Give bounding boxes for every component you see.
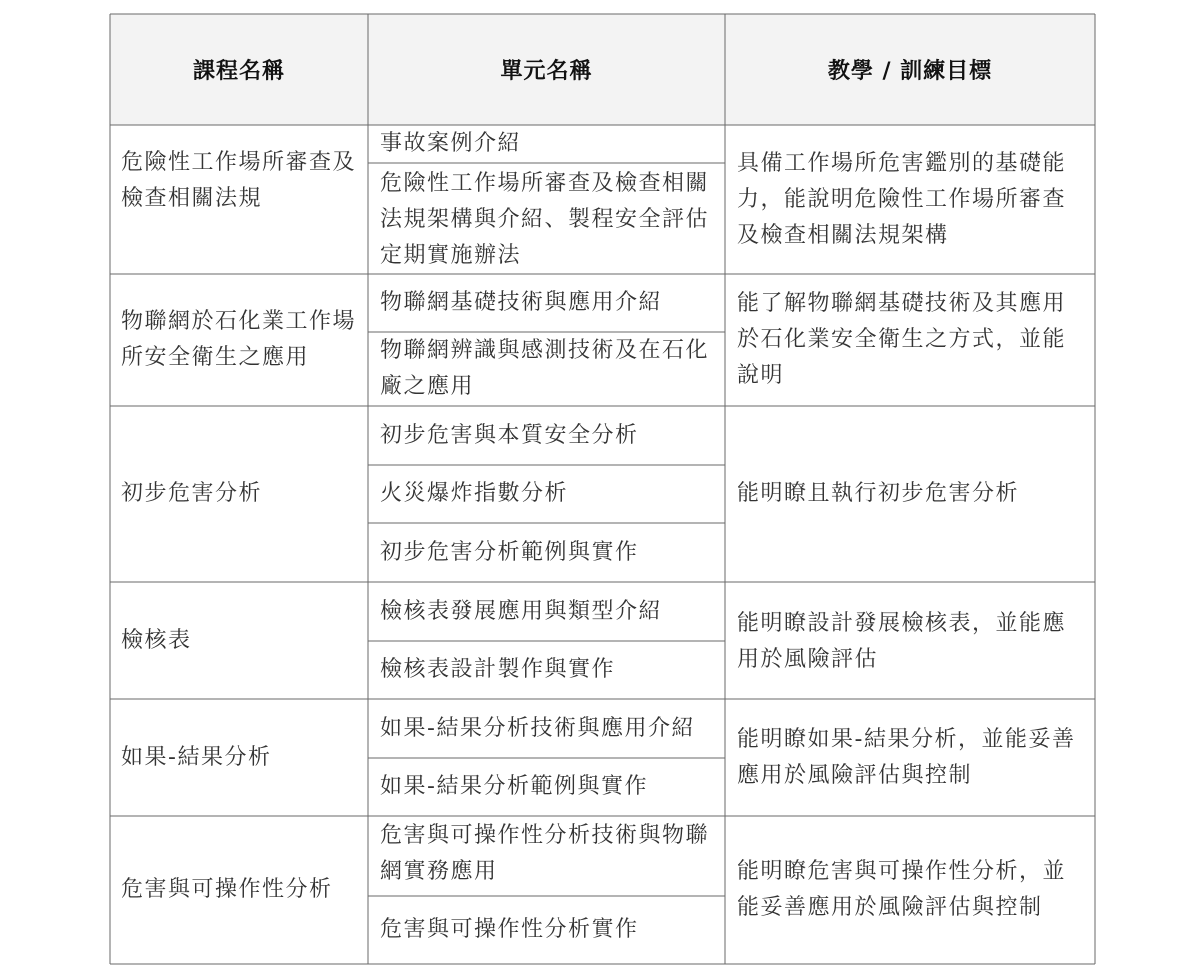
goal-cell: 能明瞭如果-結果分析，並能妥善應用於風險評估與控制 [737,727,1076,788]
course-cell: 檢核表 [121,627,192,653]
unit-cell: 危險性工作場所審查及檢查相關法規架構與介紹、製程安全評估定期實施辦法 [380,171,710,268]
header-course-name: 課程名稱 [192,59,285,84]
course-cell: 危害與可操作性分析 [121,877,333,902]
unit-cell: 物聯網基礎技術與應用介紹 [380,290,663,315]
course-cell: 危險性工作場所審查及檢查相關法規 [121,150,357,211]
course-cell: 物聯網於石化業工作場所安全衛生之應用 [121,309,357,370]
unit-cell: 檢核表設計製作與實作 [380,657,616,682]
course-cell: 初步危害分析 [121,481,263,506]
header-unit-name: 單元名稱 [500,59,593,84]
unit-cell: 如果-結果分析技術與應用介紹 [380,715,695,741]
unit-cell: 物聯網辨識與感測技術及在石化廠之應用 [380,338,710,399]
goal-cell: 具備工作場所危害鑑別的基礎能力，能說明危險性工作場所審查及檢查相關法規架構 [737,151,1067,248]
unit-cell: 危害與可操作性分析實作 [380,917,639,942]
goal-cell: 能了解物聯網基礎技術及其應用於石化業安全衛生之方式，並能說明 [737,291,1067,388]
header-teaching-goal: 教學 / 訓練目標 [827,59,993,84]
unit-cell: 如果-結果分析範例與實作 [380,774,648,799]
unit-cell: 檢核表發展應用與類型介紹 [380,598,663,624]
goal-cell: 能明瞭設計發展檢核表，並能應用於風險評估 [737,611,1067,672]
course-cell: 如果-結果分析 [121,744,272,770]
unit-cell: 火災爆炸指數分析 [380,481,569,506]
unit-cell: 事故案例介紹 [380,131,522,156]
unit-cell: 危害與可操作性分析技術與物聯網實務應用 [380,823,710,884]
goal-cell: 能明瞭危害與可操作性分析，並能妥善應用於風險評估與控制 [737,859,1067,920]
unit-cell: 初步危害分析範例與實作 [380,539,639,565]
unit-cell: 初步危害與本質安全分析 [380,422,639,448]
goal-cell: 能明瞭且執行初步危害分析 [737,481,1020,506]
